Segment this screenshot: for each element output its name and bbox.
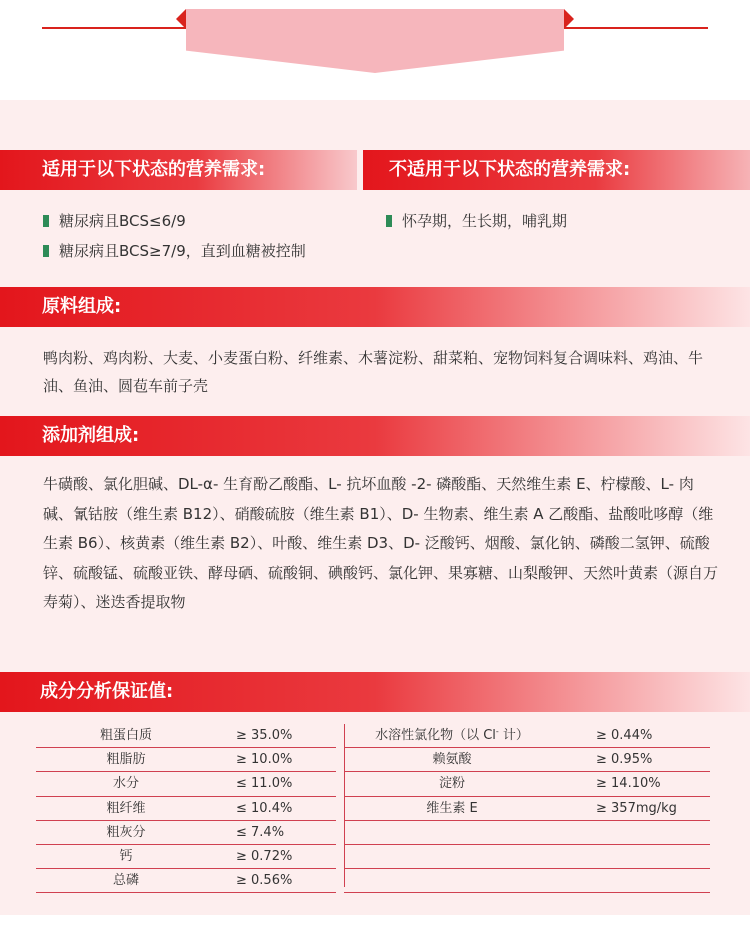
header-right-triangle [564,9,574,29]
table-row: 淀粉 ≥ 14.10% [344,772,710,796]
table-row: 粗灰分 ≤ 7.4% [36,821,336,845]
table-row-empty [344,869,710,893]
footer-spacer [0,915,750,941]
table-row: 总磷 ≥ 0.56% [36,869,336,893]
table-row: 钙 ≥ 0.72% [36,845,336,869]
suitable-title: 适用于以下状态的营养需求: [0,150,357,190]
table-row: 粗纤维 ≤ 10.4% [36,797,336,821]
bullet-square-icon [386,215,392,227]
header-banner [186,9,564,73]
unsuitable-item: 怀孕期，生长期，哺乳期 [386,211,567,231]
table-row: 水分 ≤ 11.0% [36,772,336,796]
table-row: 粗脂肪 ≥ 10.0% [36,748,336,772]
header-left-triangle [176,9,186,29]
bullet-square-icon [43,215,49,227]
top-header [0,0,750,100]
table-row: 赖氨酸 ≥ 0.95% [344,748,710,772]
analysis-title: 成分分析保证值: [0,672,750,712]
suitable-item: 糖尿病且BCS≥7/9，直到血糖被控制 [43,241,306,261]
table-row: 维生素 E ≥ 357mg/kg [344,797,710,821]
suitable-item: 糖尿病且BCS≤6/9 [43,211,186,231]
ingredients-text: 鸭肉粉、鸡肉粉、大麦、小麦蛋白粉、纤维素、木薯淀粉、甜菜粕、宠物饲料复合调味料、鸡油、牛油、鱼油、圆苞车前子壳 [43,349,704,395]
table-row-empty [344,845,710,869]
table-row-empty [344,821,710,845]
chloride-label: 水溶性氯化物（以 Cl- 计） [375,727,529,743]
table-row: 水溶性氯化物（以 Cl- 计） ≥ 0.44% [344,724,710,748]
additives-title: 添加剂组成: [0,416,750,456]
bullet-square-icon [43,245,49,257]
additives-text: 牛磺酸、氯化胆碱、DL-α- 生育酚乙酸酯、L- 抗坏血酸 -2- 磷酸酯、天然维生素 E、柠檬酸、L- 肉碱、氰钴胺（维生素 B12）、硝酸硫胺（维生素 B1）、D- 生物素、维生素 A 乙酸酯、盐酸吡哆醇（维生素 B6）、核黄素（维生素 B2）、叶酸、维生素 D3、D- 泛酸钙、烟酸、氯化钠、磷酸二氢钾、硫酸锌、硫酸锰、硫酸亚铁、酵母硒、硫酸铜、碘酸钙、氯化钾、果寡糖、山梨酸钾、天然叶黄素（源自万寿菊）、迷迭香提取物 [43,475,719,611]
ingredients-title: 原料组成: [0,287,750,327]
unsuitable-title: 不适用于以下状态的营养需求: [363,150,750,190]
analysis-table-left [36,724,336,893]
table-row: 粗蛋白质 ≥ 35.0% [36,724,336,748]
analysis-table-right [344,724,710,893]
